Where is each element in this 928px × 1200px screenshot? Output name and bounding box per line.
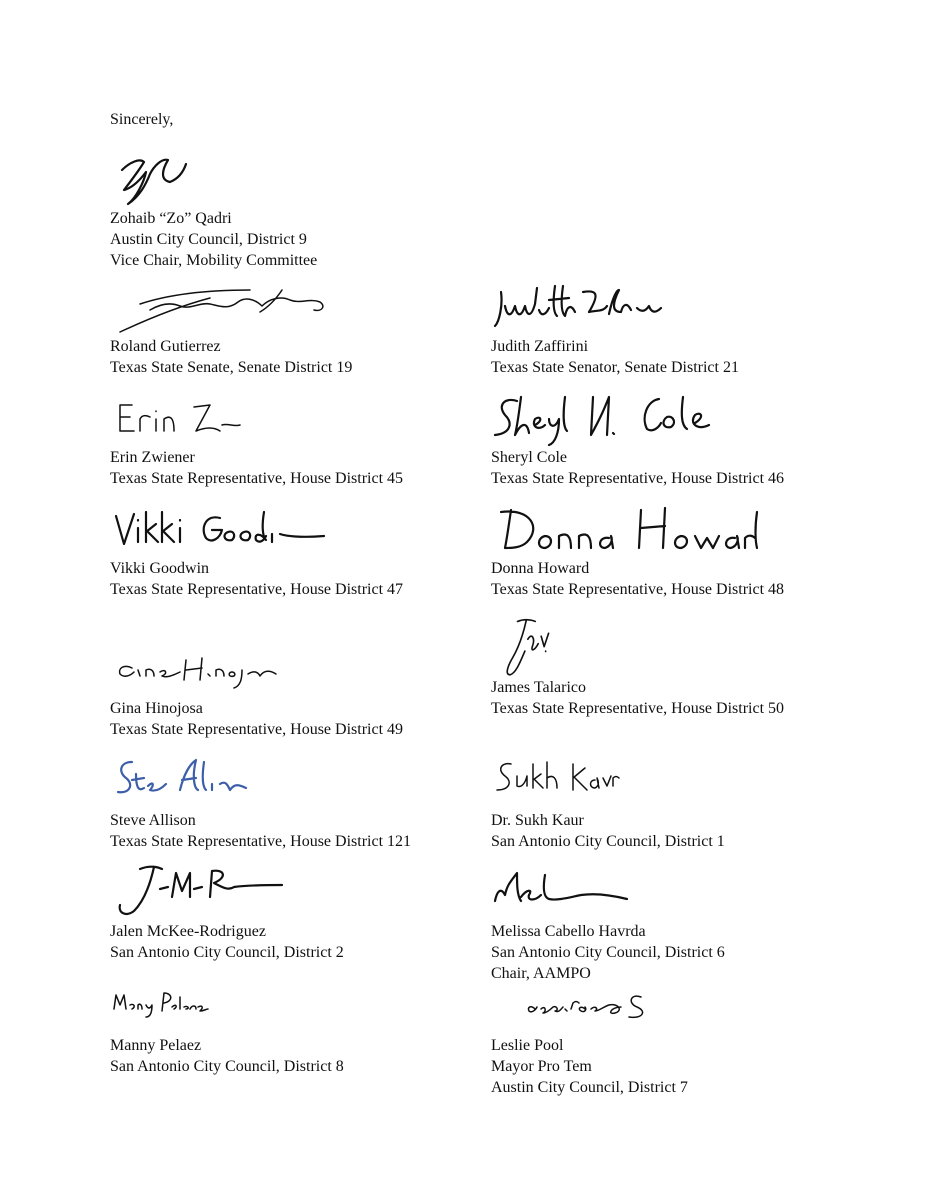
signer-hinojosa xyxy=(110,638,510,740)
signature-talarico xyxy=(491,617,581,677)
signature-allison xyxy=(110,750,250,810)
signer-title: Texas State Representative, House District 48 xyxy=(491,581,785,598)
signature-pelaez xyxy=(110,975,210,1035)
signer-pelaez xyxy=(110,975,510,1077)
signer-name: Zohaib “Zo” Qadri xyxy=(110,210,232,227)
signer-zaffirini xyxy=(491,276,891,378)
closing-salutation: Sincerely, xyxy=(110,111,174,128)
signer-name: Melissa Cabello Havrda xyxy=(491,923,646,940)
signature-goodwin xyxy=(110,498,330,558)
signer-title: Vice Chair, Mobility Committee xyxy=(110,252,318,269)
signer-title: San Antonio City Council, District 6 xyxy=(491,944,725,961)
signer-title: San Antonio City Council, District 8 xyxy=(110,1058,344,1075)
signer-title: Mayor Pro Tem xyxy=(491,1058,592,1075)
signature-zaffirini xyxy=(491,276,671,336)
signer-name: Gina Hinojosa xyxy=(110,700,203,717)
signer-title: Texas State Representative, House District 45 xyxy=(110,470,404,487)
signer-title: Chair, AAMPO xyxy=(491,965,591,982)
signer-cabello-havrda xyxy=(491,861,891,984)
signer-kaur xyxy=(491,750,891,852)
signer-zwiener xyxy=(110,387,510,489)
signature-cole xyxy=(491,387,731,447)
signature-pool xyxy=(491,975,691,1035)
signature-kaur xyxy=(491,750,621,810)
signer-title: San Antonio City Council, District 2 xyxy=(110,944,344,961)
signer-name: Donna Howard xyxy=(491,560,590,577)
signer-name: Erin Zwiener xyxy=(110,449,195,466)
signer-title: Texas State Representative, House District 50 xyxy=(491,700,785,717)
signer-title: Austin City Council, District 7 xyxy=(491,1079,688,1096)
signature-qadri xyxy=(110,148,230,208)
signature-gutierrez xyxy=(110,276,340,336)
signer-title: San Antonio City Council, District 1 xyxy=(491,833,725,850)
signer-title: Austin City Council, District 9 xyxy=(110,231,307,248)
signer-name: Manny Pelaez xyxy=(110,1037,202,1054)
signer-title: Texas State Senator, Senate District 21 xyxy=(491,359,739,376)
signer-title: Texas State Representative, House District 49 xyxy=(110,721,404,738)
signature-mckee-rodriguez xyxy=(110,861,290,921)
signer-title: Texas State Representative, House District 121 xyxy=(110,833,412,850)
signer-name: Judith Zaffirini xyxy=(491,338,589,355)
signature-hinojosa xyxy=(110,638,290,698)
signer-goodwin xyxy=(110,498,510,600)
signer-mckee-rodriguez xyxy=(110,861,510,963)
signature-zwiener xyxy=(110,387,250,447)
signer-qadri xyxy=(110,148,510,271)
signer-title: Texas State Senate, Senate District 19 xyxy=(110,359,353,376)
signer-name: Roland Gutierrez xyxy=(110,338,221,355)
signer-talarico xyxy=(491,617,891,719)
signer-howard xyxy=(491,498,891,600)
signer-name: Sheryl Cole xyxy=(491,449,567,466)
signer-name: Vikki Goodwin xyxy=(110,560,210,577)
signature-howard xyxy=(491,498,761,558)
signer-name: James Talarico xyxy=(491,679,586,696)
signer-name: Dr. Sukh Kaur xyxy=(491,812,584,829)
signature-cabello-havrda xyxy=(491,861,631,921)
signer-title: Texas State Representative, House District 47 xyxy=(110,581,404,598)
signer-pool xyxy=(491,975,891,1098)
signer-title: Texas State Representative, House District 46 xyxy=(491,470,785,487)
signer-cole xyxy=(491,387,891,489)
signer-allison xyxy=(110,750,510,852)
signer-name: Jalen McKee-Rodriguez xyxy=(110,923,266,940)
signer-gutierrez xyxy=(110,276,510,378)
signer-name: Steve Allison xyxy=(110,812,196,829)
signer-name: Leslie Pool xyxy=(491,1037,564,1054)
